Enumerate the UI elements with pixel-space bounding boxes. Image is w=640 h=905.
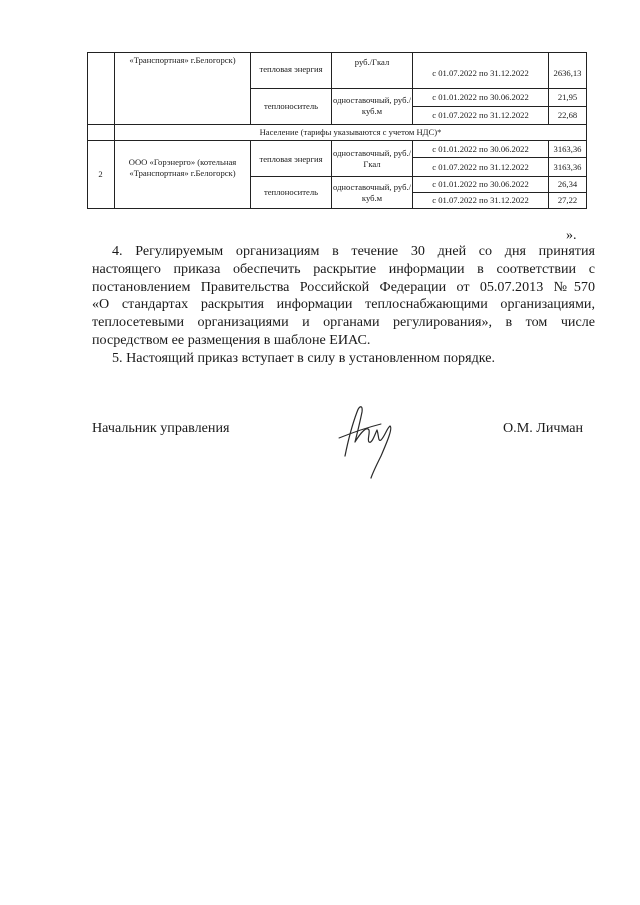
paragraph-4	[92, 243, 595, 350]
table-cell-value: 26,34	[557, 179, 578, 189]
table-cell-value: 3163,36	[553, 161, 582, 172]
table-cell-period: с 01.01.2022 по 30.06.2022	[432, 143, 529, 154]
tariff-table	[0, 0, 640, 212]
table-section-title: Население (тарифы указываются с учетом НДС)*	[259, 126, 442, 137]
table-cell-org: «Транспортная» г.Белогорск)	[129, 54, 236, 65]
paragraph-line: «О стандартах раскрытия информации теплоснабжающими организациями,	[92, 296, 595, 313]
table-cell-period: с 01.07.2022 по 31.12.2022	[432, 161, 529, 172]
table-cell-num: 2	[98, 168, 103, 179]
table-cell-org: ООО «Горэнерго» (котельная «Транспортная» г.Белогорск)	[128, 157, 237, 178]
table-cell-unit: одноставочный, руб./куб.м	[333, 182, 411, 203]
table-cell-period: с 01.01.2022 по 30.06.2022	[432, 92, 529, 102]
table-cell-value: 3163,36	[553, 143, 582, 154]
table-cell-resource: тепловая энергия	[259, 153, 323, 164]
table-cell-period: с 01.07.2022 по 31.12.2022	[432, 110, 529, 120]
paragraph-line: посредством ее размещения в шаблоне ЕИАС.	[92, 331, 371, 348]
table-cell-unit: руб./Гкал	[354, 56, 390, 67]
table-cell-resource: тепловая энергия	[259, 63, 323, 74]
paragraph-line: теплосетевыми организациями и органами регулирования», в том числе	[92, 314, 595, 331]
quote-close: ».	[566, 228, 577, 243]
paragraph-5	[92, 350, 595, 368]
table-cell-value: 27,22	[557, 195, 578, 205]
paragraph-line: 4. Регулируемым организациям в течение 30 дней со дня принятия	[112, 243, 595, 259]
table-cell-resource: теплоноситель	[263, 186, 319, 197]
table-cell-period: с 01.07.2022 по 31.12.2022	[432, 195, 529, 205]
table-cell-value: 22,68	[557, 110, 578, 120]
table-cell-unit: одноставочный, руб./Гкал	[333, 148, 411, 169]
table-cell-unit: одноставочный, руб./куб.м	[333, 95, 411, 116]
paragraph-line: постановлением Правительства Российской Федерации от 05.07.2013 №570	[92, 278, 595, 295]
table-cell-period: с 01.07.2022 по 31.12.2022	[432, 67, 529, 78]
table-cell-value: 21,95	[557, 92, 578, 102]
handwritten-signature	[335, 398, 405, 480]
paragraph-line: настоящего приказа обеспечить раскрытие информации в соответствии с	[92, 260, 595, 277]
signature-name: О.М. Личман	[503, 420, 584, 436]
table-cell-period: с 01.01.2022 по 30.06.2022	[432, 179, 529, 189]
paragraph-line: 5. Настоящий приказ вступает в силу в установленном порядке.	[112, 350, 496, 366]
table-cell-value: 2636,13	[553, 67, 582, 78]
table-cell-resource: теплоноситель	[263, 100, 319, 111]
signature-position: Начальник управления	[92, 420, 230, 436]
